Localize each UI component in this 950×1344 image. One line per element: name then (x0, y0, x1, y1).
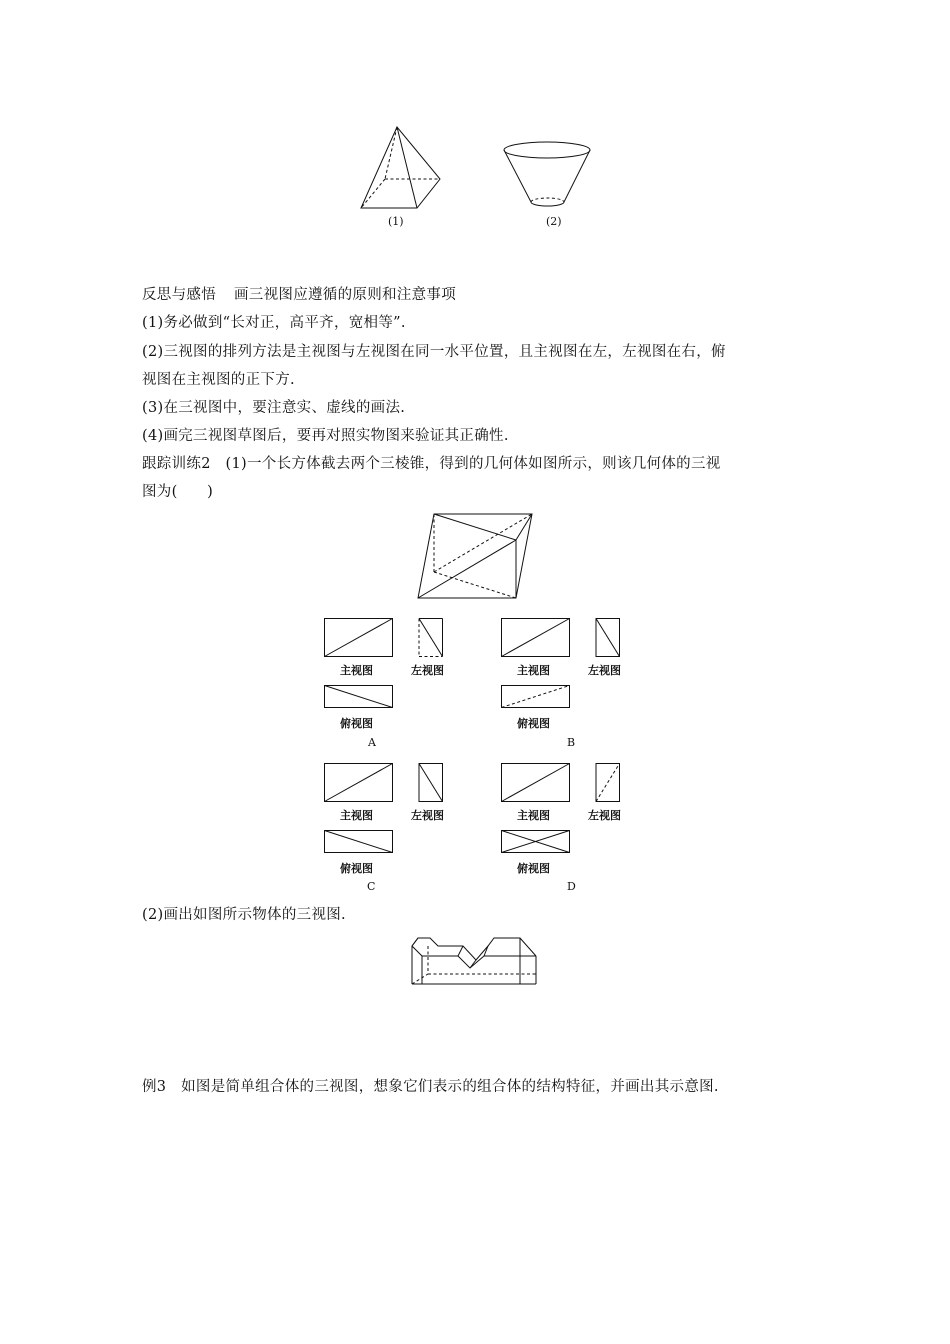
option-a-left-label: 左视图 (411, 664, 444, 677)
option-c-top-label: 俯视图 (340, 862, 373, 875)
option-b-left-view (594, 617, 622, 659)
frustum-figure (498, 138, 598, 213)
option-b-left-label: 左视图 (588, 664, 621, 677)
option-c-left-view (417, 762, 445, 804)
exercise2-part2: (2)画出如图所示物体的三视图. (142, 907, 346, 923)
reflection-item-4: (4)画完三视图草图后，要再对照实物图来验证其正确性. (142, 428, 509, 444)
reflection-item-2-cont: 视图在主视图的正下方. (142, 372, 295, 388)
option-c-left-label: 左视图 (411, 809, 444, 822)
option-b-front-view (500, 617, 572, 659)
exercise2-line1: 跟踪训练2 (1)一个长方体截去两个三棱锥，得到的几何体如图所示，则该几何体的三视 (142, 456, 721, 472)
option-d-left-label: 左视图 (588, 809, 621, 822)
reflection-title: 画三视图应遵循的原则和注意事项 (234, 287, 456, 303)
option-d-front-label: 主视图 (517, 809, 550, 822)
option-a-top-label: 俯视图 (340, 717, 373, 730)
reflection-item-1: (1)务必做到“长对正，高平齐，宽相等”. (142, 315, 406, 331)
option-b-top-label: 俯视图 (517, 717, 550, 730)
figure-caption-2: (2) (546, 215, 562, 228)
option-d-front-view (500, 762, 572, 804)
option-d-left-view (594, 762, 622, 804)
option-a-front-view (323, 617, 395, 659)
cut-cuboid-figure (410, 508, 538, 604)
option-c-front-view (323, 762, 395, 804)
option-a-letter[interactable]: A (368, 736, 376, 749)
option-b-front-label: 主视图 (517, 664, 550, 677)
option-b-letter[interactable]: B (567, 736, 576, 749)
pyramid-figure (355, 122, 450, 214)
notched-block-figure (408, 932, 543, 992)
figure-caption-1: (1) (388, 215, 404, 228)
option-a-front-label: 主视图 (340, 664, 373, 677)
option-d-top-view (500, 829, 572, 855)
option-c-letter[interactable]: C (367, 880, 376, 893)
reflection-item-3: (3)在三视图中，要注意实、虚线的画法. (142, 400, 406, 416)
example3-text: 例3 如图是简单组合体的三视图，想象它们表示的组合体的结构特征，并画出其示意图. (142, 1079, 719, 1095)
option-b-top-view (500, 684, 572, 710)
option-d-letter[interactable]: D (567, 880, 576, 893)
option-c-top-view (323, 829, 395, 855)
option-a-left-view (417, 617, 445, 659)
option-d-top-label: 俯视图 (517, 862, 550, 875)
option-a-top-view (323, 684, 395, 710)
option-c-front-label: 主视图 (340, 809, 373, 822)
exercise2-line2: 图为( ) (142, 484, 214, 500)
reflection-heading-line (142, 285, 456, 305)
reflection-item-2: (2)三视图的排列方法是主视图与左视图在同一水平位置，且主视图在左，左视图在右，俯 (142, 344, 726, 360)
reflection-heading: 反思与感悟 (142, 287, 216, 303)
